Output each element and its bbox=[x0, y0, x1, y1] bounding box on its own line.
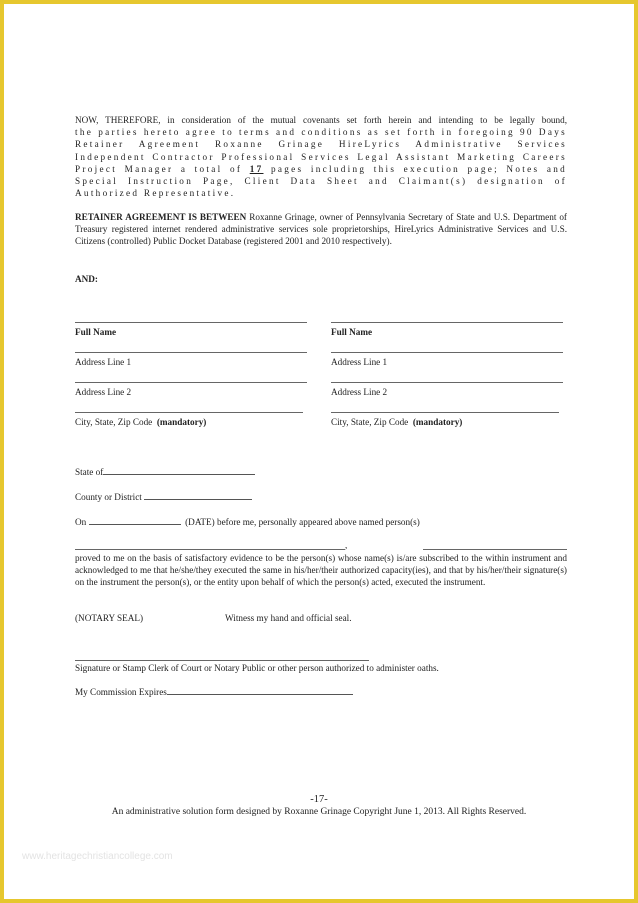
party-right-city[interactable]: City, State, Zip Code (mandatory) bbox=[331, 412, 559, 428]
commission-field[interactable]: My Commission Expires bbox=[75, 685, 567, 698]
watermark-text: www.heritagechristiancollege.com bbox=[22, 851, 173, 862]
state-of-field[interactable]: State of bbox=[75, 465, 567, 478]
intro-line-5a: Project Manager a total of bbox=[75, 163, 250, 174]
party-left-city[interactable]: City, State, Zip Code (mandatory) bbox=[75, 412, 303, 428]
intro-line-3: Retainer Agreement Roxanne Grinage HireLyrics Administrative Services bbox=[75, 139, 567, 150]
retainer-body: Roxanne Grinage, owner of Pennsylvania Secretary of State and U.S. Department of Treasury registered internet rendered administrative services sole proprietorships, HireLyrics Administrative Services and U.S. Citizens (controlled) Public Docket Database (registered 2001 and 2010 respectively). bbox=[75, 212, 567, 247]
intro-line-5 bbox=[75, 163, 567, 175]
party-right-address1[interactable]: Address Line 1 bbox=[331, 352, 563, 368]
county-field[interactable]: County or District bbox=[75, 490, 567, 503]
page-count: 17 bbox=[249, 163, 264, 174]
retainer-heading: RETAINER AGREEMENT IS BETWEEN bbox=[75, 212, 247, 222]
intro-paragraph bbox=[75, 114, 567, 199]
and-label: AND: bbox=[75, 274, 98, 284]
party-right-address2[interactable]: Address Line 2 bbox=[331, 382, 563, 398]
county-line[interactable] bbox=[144, 490, 252, 500]
state-of-line[interactable] bbox=[103, 465, 255, 475]
party-right-full-name[interactable]: Full Name bbox=[331, 322, 563, 338]
intro-line-1: NOW, THEREFORE, in consideration of the mutual covenants set forth herein and intending to be legally bound, bbox=[75, 115, 567, 125]
commission-line[interactable] bbox=[167, 685, 353, 695]
intro-line-7: Authorized Representative. bbox=[75, 188, 236, 199]
intro-line-6: Special Instruction Page, Client Data Sheet and Claimant(s) designation of bbox=[75, 176, 567, 187]
notary-seal-label: (NOTARY SEAL) bbox=[75, 613, 144, 623]
date-field: On (DATE) before me, personally appeared above named person(s) bbox=[75, 517, 420, 527]
intro-line-5b: pages including this execution page; Notes and bbox=[263, 163, 567, 174]
party-left-full-name[interactable]: Full Name bbox=[75, 322, 307, 338]
intro-line-4: Independent Contractor Professional Services Legal Assistant Marketing Careers bbox=[75, 151, 567, 162]
intro-line-2: the parties hereto agree to terms and conditions as set forth in foregoing 90 Days bbox=[75, 127, 567, 138]
page-number: -17- bbox=[310, 794, 328, 805]
notary-signature-line[interactable] bbox=[75, 652, 369, 661]
date-line[interactable] bbox=[89, 515, 181, 525]
appeared-persons-lines[interactable]: , bbox=[75, 541, 567, 551]
document-page bbox=[4, 4, 634, 899]
seal-row bbox=[75, 612, 567, 624]
party-left-address2[interactable]: Address Line 2 bbox=[75, 382, 307, 398]
witness-text: Witness my hand and official seal. bbox=[225, 613, 352, 623]
signature-label: Signature or Stamp Clerk of Court or Notary Public or other person authorized to administer oaths. bbox=[75, 663, 439, 673]
proved-paragraph: proved to me on the basis of satisfactory evidence to be the person(s) whose name(s) is/are subscribed to the within instrument and acknowledged to me that he/she/they executed the same in his/her/their authorized capacity(ies), and that by his/her/their signature(s) on the instrument the person(s), or the entity upon behalf of which the person(s) acted, executed the instrument. bbox=[75, 553, 567, 588]
party-left-address1[interactable]: Address Line 1 bbox=[75, 352, 307, 368]
footer-copyright: An administrative solution form designed by Roxanne Grinage Copyright June 1, 2013. All Rights Reserved. bbox=[111, 807, 527, 817]
retainer-paragraph bbox=[75, 211, 567, 248]
